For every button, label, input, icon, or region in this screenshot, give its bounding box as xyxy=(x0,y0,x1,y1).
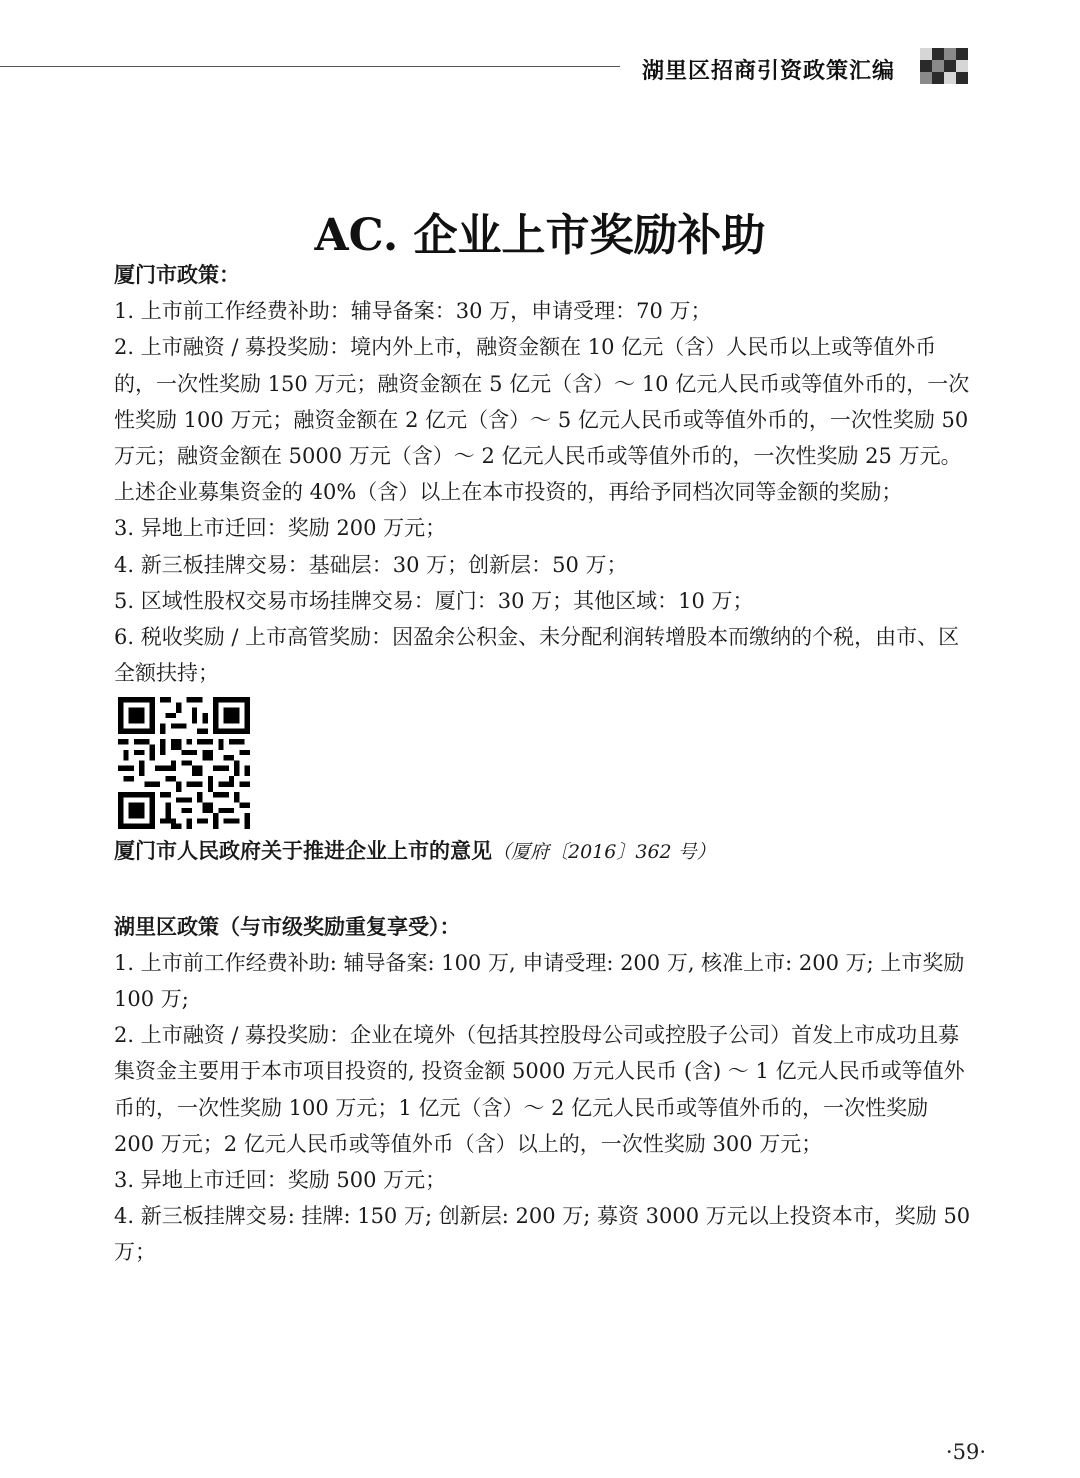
header-rule xyxy=(0,66,620,67)
xiamen-policy-item: 2. 上市融资 / 募投奖励：境内外上市，融资金额在 10 亿元（含）人民币以上或等值外币的，一次性奖励 150 万元；融资金额在 5 亿元（含）～ 10 亿元人民币或等值外币的，一次性奖励 100 万元；融资金额在 2 亿元（含）～ 5 亿元人民币或等值外币的，一次性奖励 50 万元；融资金额在 5000 万元（含）～ 2 亿元人民币或等值外币的，一次性奖励 25 万元。上述企业募集资金的 40%（含）以上在本市投资的，再给予同档次同等金额的奖励； xyxy=(114,335,970,505)
xiamen-policy-heading: 厦门市政策： xyxy=(114,262,240,287)
huli-policy-item: 1. 上市前工作经费补助: 辅导备案: 100 万, 申请受理: 200 万, 核准上市: 200 万; 上市奖励 100 万; xyxy=(114,950,965,1012)
xiamen-policy-item: 6. 税收奖励 / 上市高管奖励：因盈余公积金、未分配利润转增股本而缴纳的个税，由市、区全额扶持； xyxy=(114,625,960,686)
caption-doc-number: （厦府〔2016〕362 号） xyxy=(492,841,716,864)
huli-policy-item: 2. 上市融资 / 募投奖励：企业在境外（包括其控股母公司或控股子公司）首发上市成功且募集资金主要用于本市项目投资的, 投资金额 5000 万元人民币 (含) ～ 1 亿元人民币或等值外币的，一次性奖励 100 万元；1 亿元（含）～ 2 亿元人民币或等值外币的，一次性奖励 200 万元；2 亿元人民币或等值外币（含）以上的，一次性奖励 300 万元； xyxy=(114,1023,965,1156)
content-body xyxy=(114,257,974,1271)
page-number: ·59· xyxy=(945,1440,986,1464)
caption-title: 厦门市人民政府关于推进企业上市的意见 xyxy=(114,838,492,864)
running-header-title: 湖里区招商引资政策汇编 xyxy=(642,59,896,84)
xiamen-policy-item: 5. 区域性股权交易市场挂牌交易：厦门：30 万；其他区域：10 万； xyxy=(114,588,754,613)
huli-policy-heading: 湖里区政策（与市级奖励重复享受）： xyxy=(114,913,461,939)
huli-policy-item: 3. 异地上市迁回：奖励 500 万元； xyxy=(114,1168,447,1193)
xiamen-policy-item: 3. 异地上市迁回：奖励 200 万元； xyxy=(114,516,447,541)
xiamen-policy-item: 4. 新三板挂牌交易：基础层：30 万；创新层：50 万； xyxy=(114,552,628,577)
qr-caption xyxy=(114,833,974,870)
page-title: AC. 企业上市奖励补助 xyxy=(314,210,766,262)
huli-policy-item: 4. 新三板挂牌交易: 挂牌: 150 万; 创新层: 200 万; 募资 3000 万元以上投资本市，奖励 50 万； xyxy=(114,1204,971,1265)
qr-code-icon xyxy=(118,697,250,829)
checker-ornament xyxy=(920,48,968,84)
xiamen-policy-item: 1. 上市前工作经费补助：辅导备案：30 万，申请受理：70 万； xyxy=(114,299,712,324)
